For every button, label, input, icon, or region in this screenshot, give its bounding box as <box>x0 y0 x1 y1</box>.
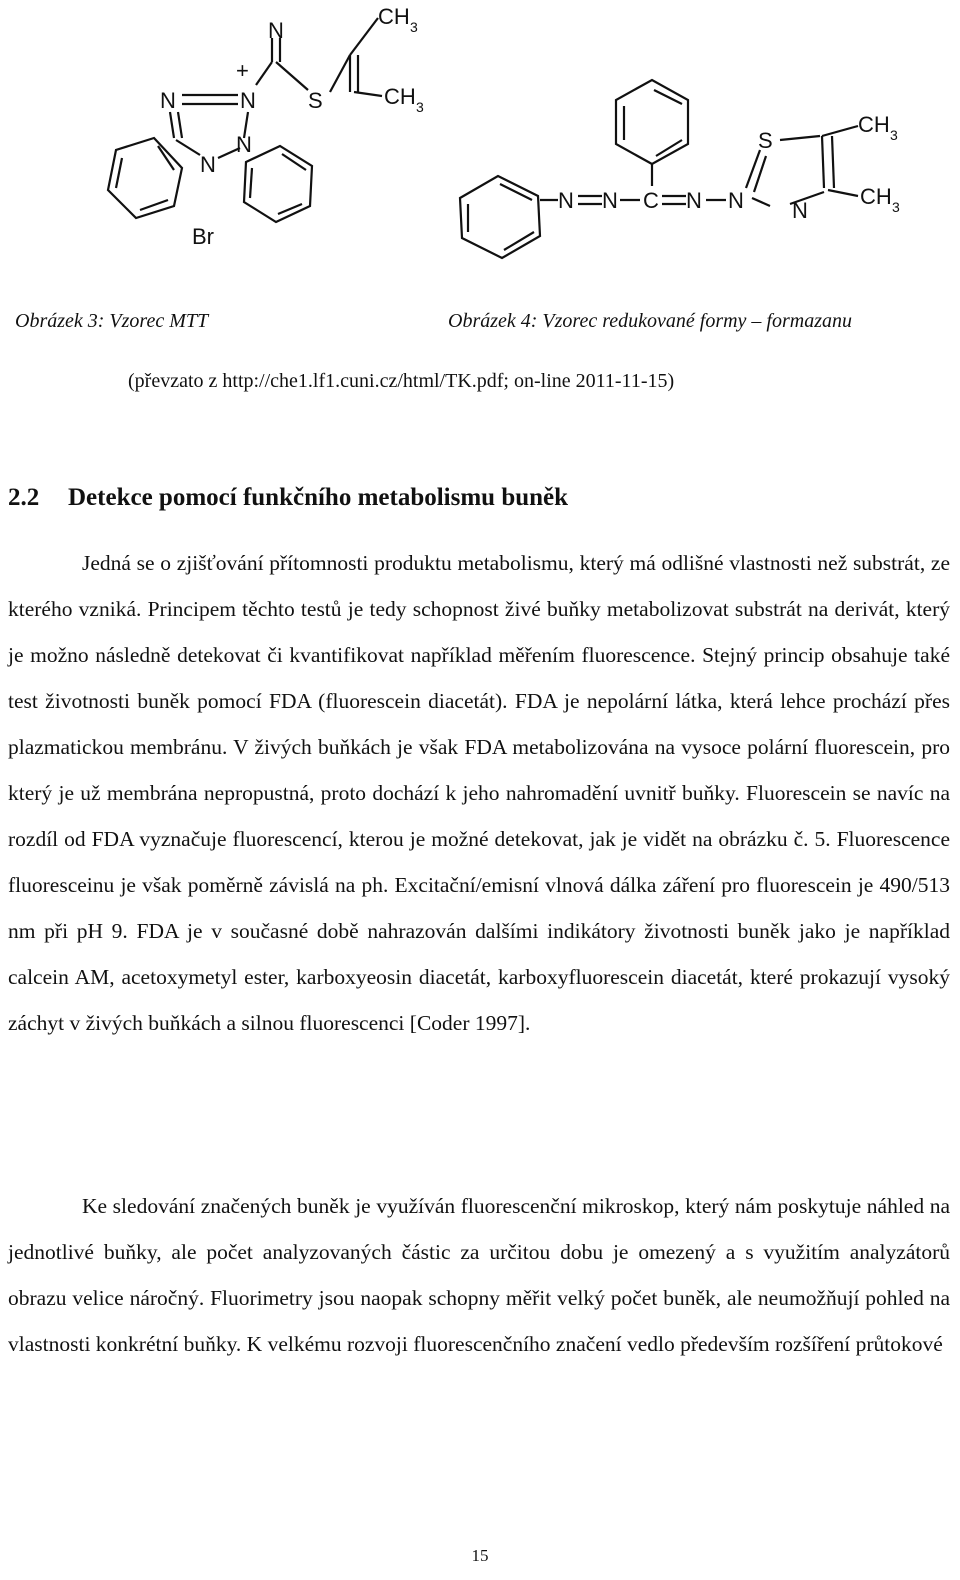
formazan-structure-figure <box>440 70 940 270</box>
atom-br: Br <box>192 224 214 249</box>
charge-plus: + <box>236 58 249 83</box>
mtt-structure-svg <box>50 0 450 260</box>
atom-n2: N <box>240 88 256 113</box>
atom-n-c: N <box>686 188 702 213</box>
figure-4-caption: Obrázek 4: Vzorec redukované formy – formazanu <box>448 310 852 332</box>
atom-c: C <box>643 188 659 213</box>
atom-n-ring: N <box>792 198 808 223</box>
section-heading <box>8 484 568 512</box>
atom-ch3-bottom-subscript: 3 <box>892 199 900 215</box>
atom-ch3-top: CH <box>378 4 410 29</box>
section-title: Detekce pomocí funkčního metabolismu buněk <box>68 484 569 511</box>
paragraph-2: Ke sledování značených buněk je využíván fluorescenční mikroskop, který nám poskytuje náhled na jednotlivé buňky, ale počet analyzovaných částic za určitou dobu je omezený a s využitím analyzátorů obrazu velice náročný. Fluorimetry jsou naopak schopny měřit velký počet buněk, ale neumožňují pohled na vlastnosti konkrétní buňky. K velkému rozvoji fluorescenčního značení vedlo především rozšíření průtokové <box>8 1194 950 1356</box>
atom-n1: N <box>160 88 176 113</box>
mtt-structure-figure <box>50 0 450 260</box>
figure-source: (převzato z http://che1.lf1.cuni.cz/html/TK.pdf; on-line 2011-11-15) <box>128 370 675 392</box>
atom-n4: N <box>200 152 216 177</box>
atom-ch3-top-subscript: 3 <box>410 19 418 35</box>
section-number: 2.2 <box>8 484 40 511</box>
atom-ch3-bottom: CH <box>384 84 416 109</box>
formazan-structure-svg <box>440 70 940 270</box>
atom-ch3-bottom-subscript: 3 <box>416 99 424 115</box>
figure-3-caption: Obrázek 3: Vzorec MTT <box>15 310 209 332</box>
paragraph-1: Jedná se o zjišťování přítomnosti produktu metabolismu, který má odlišné vlastnosti než substrát, ze kterého vzniká. Principem těchto testů je tedy schopnost živé buňky metabolizovat substrát na derivát, který je možno následně detekovat či kvantifikovat například měřením fluorescence. Stejný princip obsahuje také test životnosti buněk pomocí FDA (fluorescein diacetát). FDA je nepolární látka, která lehce prochází přes plazmatickou membránu. V živých buňkách je však FDA metabolizována na vysoce polární fluorescein, pro který je už membrána nepropustná, proto dochází k jeho nahromadění uvnitř buňky. Fluorescein se navíc na rozdíl od FDA vyznačuje fluorescencí, kterou je možné detekovat, jak je vidět na obrázku č. 5. Fluorescence fluoresceinu je však poměrně závislá na ph. Excitační/emisní vlnová dálka záření pro fluorescein je 490/513 nm při pH 9. FDA je v současné době nahrazován dalšími indikátory životnosti buněk jako je například calcein AM, acetoxymetyl ester, karboxyeosin diacetát, karboxyfluorescein diacetát, které prokazují vysoký záchyt v živých buňkách a silnou fluorescenci [Coder 1997]. <box>8 551 950 1035</box>
atom-ch3-top-subscript: 3 <box>890 127 898 143</box>
atom-n5: N <box>236 132 252 157</box>
atom-s: S <box>308 88 323 113</box>
page-number: 15 <box>471 1546 489 1565</box>
atom-ch3-bottom: CH <box>860 184 892 209</box>
atom-n3: N <box>268 18 284 43</box>
atom-n-b: N <box>602 188 618 213</box>
atom-s: S <box>758 128 773 153</box>
atom-n-d: N <box>728 188 744 213</box>
atom-n-a: N <box>558 188 574 213</box>
atom-ch3-top: CH <box>858 112 890 137</box>
